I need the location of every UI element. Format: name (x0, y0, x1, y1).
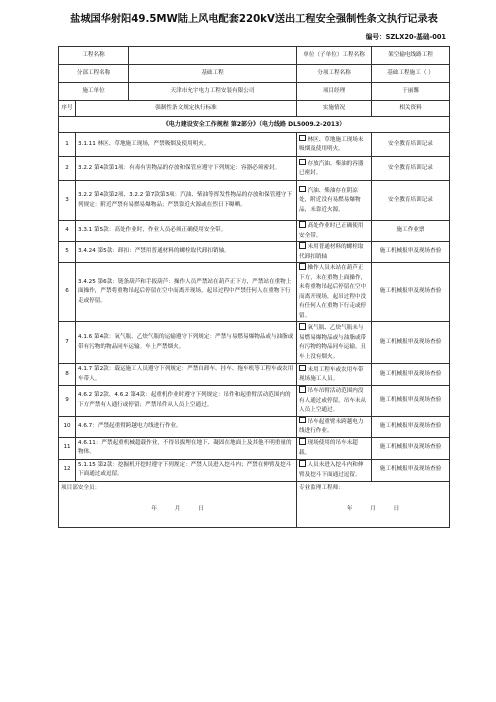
checkbox[interactable] (299, 186, 306, 193)
row-standard: 3.3.1 第5款：高处作业时，作业人员必须正确使用安全带。 (76, 221, 297, 242)
row-number: 3 (59, 181, 76, 221)
signature-row (59, 481, 450, 527)
row-status-cell (297, 133, 372, 157)
header-row-project (59, 47, 450, 65)
row-status: 高处作业时已正确使用安全带。 (299, 223, 364, 239)
row-status: 存放汽油、柴油的容器已密封。 (299, 160, 364, 176)
table-row (59, 364, 450, 386)
checkbox[interactable] (299, 460, 306, 467)
row-status-cell (297, 263, 372, 322)
row-status: 人员未进入挖斗内和伸臂及挖斗下面通过逗留。 (299, 462, 364, 478)
header-row-contractor (59, 83, 450, 101)
row-status-cell (297, 221, 372, 242)
row-status: 吊车吊臂活动范围内没有人通过或停留，吊车未从人员上空通过。 (299, 388, 367, 413)
row-docs: 安全教育培训记录 (372, 133, 450, 157)
checkbox[interactable] (299, 417, 306, 424)
checkbox[interactable] (299, 365, 306, 372)
row-status: 氧气瓶、乙炔气瓶未与易燃易爆物品或与油脂或带有污物的物品同车运输。且车上没有烟火。 (299, 325, 367, 360)
contractor-label: 施工单位 (59, 83, 129, 101)
row-standard: 3.4.25 第6款：链条葫芦和手扳葫芦：操作人员严禁站在葫芦正下方，严禁站在重物上面操作，严禁将重物吊起后停留在空中而离开现场，起吊过程中严禁任何人在重物下行走或停留。 (76, 263, 297, 322)
row-docs: 施工机械报审及现场查验 (372, 386, 450, 417)
row-status-cell (297, 437, 372, 459)
row-status-cell (297, 181, 372, 221)
row-status-cell (297, 242, 372, 263)
safety-officer-date: 年 月 日 (151, 506, 204, 512)
section-title: 《电力建设安全工作规程 第2部分》（电力线路 DL5009.2-2013） (59, 117, 450, 133)
project-name-value (129, 47, 297, 65)
row-number: 12 (59, 459, 76, 481)
unit-project-label: 单位（子单位）工程名称 (297, 47, 372, 65)
row-number: 9 (59, 386, 76, 417)
row-status: 现场使用的吊车未超载。 (299, 440, 358, 456)
row-docs: 施工机械报审及现场查验 (372, 242, 450, 263)
safety-officer-cell (59, 481, 297, 527)
row-status: 汽油、柴油存在阴凉处，附近没有易燃易爆物品，未靠近火源。 (299, 187, 361, 213)
row-status: 吊车起重臂未跨越电力线进行作业。 (299, 418, 364, 434)
col-no-header: 序号 (59, 101, 76, 117)
safety-officer-label: 项目部安全员： (61, 484, 101, 491)
row-status-cell (297, 322, 372, 364)
row-status: 未用工程车或农用车带现场施工人员。 (299, 366, 364, 382)
table-row (59, 386, 450, 417)
checkbox[interactable] (299, 135, 306, 142)
section-title-row (59, 117, 450, 133)
row-status-cell (297, 364, 372, 386)
row-number: 8 (59, 364, 76, 386)
row-number: 7 (59, 322, 76, 364)
row-number: 2 (59, 157, 76, 181)
column-header-row (59, 101, 450, 117)
row-number: 4 (59, 221, 76, 242)
table-row (59, 221, 450, 242)
row-docs: 施工机械报审及现场查验 (372, 263, 450, 322)
table-row (59, 157, 450, 181)
checkbox[interactable] (299, 159, 306, 166)
table-row (59, 242, 450, 263)
row-status-cell (297, 157, 372, 181)
row-standard: 5.1.15 第2款：挖掘机开挖时遵守下列规定：严禁人员进入挖斗内；严禁在伸臂及挖斗下面通过或逗留。 (76, 459, 297, 481)
row-standard: 4.1.7 第2款：载运施工人员遵守下列规定：严禁自卸车、挂车、拖车机等工程车或农用车带人。 (76, 364, 297, 386)
unit-project-value: 架空输电线路工程 (372, 47, 450, 65)
row-number: 1 (59, 133, 76, 157)
row-status-cell (297, 386, 372, 417)
row-status-cell (297, 459, 372, 481)
row-standard: 4.6.11：严禁起重机械超载作业，不得吊拔埋在地下、凝固在地面上及其他不明重量的物体。 (76, 437, 297, 459)
row-standard: 4.6.7：严禁起重臂跨越电力线进行作业。 (76, 416, 297, 437)
table-row (59, 133, 450, 157)
col-status-header: 实施情况 (297, 101, 372, 117)
row-standard: 3.2.2 第4款第2项、3.2.2 第7款第3项：汽油、柴油等挥发性物品的存放和保管遵守下列规定：附近严禁有易燃易爆物品；严禁靠近火源或在烈日下曝晒。 (76, 181, 297, 221)
sub-project-label: 分部工程名称 (59, 65, 129, 83)
checkbox[interactable] (299, 221, 306, 228)
row-standard: 4.6.2 第2款、4.6.2 第4款：起重机作业时遵守下列规定：吊件和起重臂活动范围内的下方严禁有人通行或停留；严禁吊件从人员上空通过。 (76, 386, 297, 417)
sub-project-value: 基础工程 (129, 65, 297, 83)
row-status-cell (297, 416, 372, 437)
item-project-label: 分项工程名称 (297, 65, 372, 83)
row-number: 11 (59, 437, 76, 459)
row-docs: 安全教育培训记录 (372, 181, 450, 221)
checkbox[interactable] (299, 323, 306, 330)
row-standard: 3.4.24 第5款：卸扣：严禁用普通材料的螺栓取代卸扣销轴。 (76, 242, 297, 263)
row-docs: 施工机械报审及现场查验 (372, 364, 450, 386)
row-standard: 3.2.2 第4款第1项：有毒有害物品的存放和保管应遵守下列规定：容器必须密封。 (76, 157, 297, 181)
row-standard: 4.1.6 第4款：氧气瓶、乙炔气瓶的运输遵守下列规定：严禁与易燃易爆物品或与油脂或带有污物的物品同车运输。车上严禁烟火。 (76, 322, 297, 364)
row-docs: 施工机械报审及现场查验 (372, 322, 450, 364)
item-project-value: 基础工程施工（ ） (372, 65, 450, 83)
manager-value: 于丽馨 (372, 83, 450, 101)
row-number: 6 (59, 263, 76, 322)
header-row-subproject (59, 65, 450, 83)
table-row (59, 416, 450, 437)
table-row (59, 181, 450, 221)
row-docs: 施工机械报审及现场查验 (372, 416, 450, 437)
row-docs: 施工机械报审及现场查验 (372, 459, 450, 481)
row-docs: 施工机械报审及现场查验 (372, 437, 450, 459)
table-row (59, 322, 450, 364)
record-form (58, 10, 450, 528)
row-status: 林区、草地施工现场未吸烟及使用明火。 (299, 136, 364, 152)
supervisor-cell (297, 481, 450, 527)
supervisor-label: 专业监理工程师： (299, 484, 344, 491)
record-table (58, 46, 450, 528)
table-row (59, 437, 450, 459)
checkbox[interactable] (299, 386, 306, 393)
row-status: 未用普通材料的螺栓取代卸扣销轴 (299, 244, 364, 260)
row-status: 操作人员未站在葫芦正下方，未在重物上面操作，未将重物吊起后停留在空中而离开现场，起吊过程中没有任何人在重物下行走或停留。 (299, 265, 367, 319)
row-docs: 施工作业票 (372, 221, 450, 242)
contractor-value: 天津市允宇电力工程安装有限公司 (129, 83, 297, 101)
document-title: 盐城国华射阳49.5MW陆上风电配套220kV送出工程安全强制性条文执行记录表 (70, 14, 438, 25)
checkbox[interactable] (299, 263, 306, 270)
col-standard-header: 强制性条文规定执行标准 (76, 101, 297, 117)
document-code: 编号：SZLX20-基础-001 (365, 33, 446, 41)
table-row (59, 263, 450, 322)
row-number: 5 (59, 242, 76, 263)
table-row (59, 459, 450, 481)
supervisor-date: 年 月 日 (346, 506, 400, 512)
checkbox[interactable] (299, 242, 306, 249)
checkbox[interactable] (299, 438, 306, 445)
project-name-label: 工程名称 (59, 47, 129, 65)
manager-label: 项目经理 (297, 83, 372, 101)
col-docs-header: 相关资料 (372, 101, 450, 117)
row-number: 10 (59, 416, 76, 437)
row-standard: 3.1.11 林区、草地施工现场，严禁吸烟及使用明火。 (76, 133, 297, 157)
row-docs: 安全教育培训记录 (372, 157, 450, 181)
